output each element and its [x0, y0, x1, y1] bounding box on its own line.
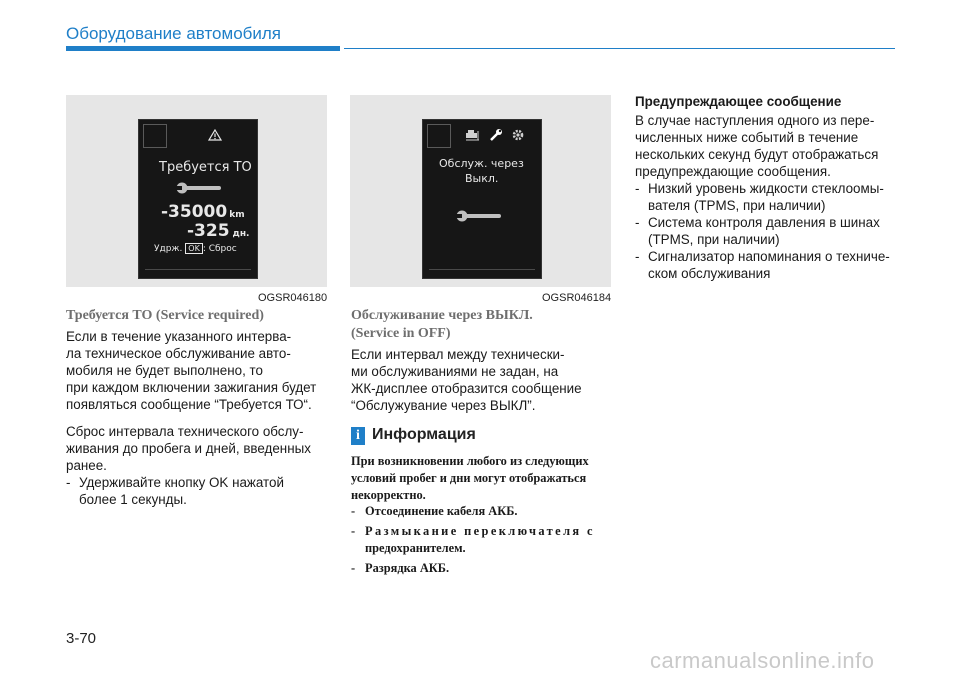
bullet-text [648, 248, 895, 282]
figure-service-required [66, 95, 327, 287]
gear-icon [511, 128, 525, 142]
header-rule-thin [344, 48, 895, 49]
bullet-line: предохранителем. [365, 541, 466, 555]
wrench-icon [489, 128, 503, 142]
bullet-text [648, 214, 895, 248]
list-item [66, 474, 327, 508]
paragraph-service-required [66, 328, 327, 413]
heading-warning-message: Предупреждающее сообщение [635, 94, 842, 109]
heading-line: (Service in OFF) [351, 326, 451, 341]
page-number: 3-70 [66, 630, 97, 647]
paragraph-line: ла техническое обслуживание авто- [66, 346, 291, 361]
list-item [351, 503, 612, 520]
cluster-baseline [429, 269, 535, 270]
bullet-line: Низкий уровень жидкости стеклоомы- [648, 181, 884, 196]
heading-service-in-off [351, 307, 533, 343]
paragraph-line: численных ниже событий в течение [635, 130, 859, 145]
cluster-indicator-box [427, 124, 451, 148]
paragraph-reset-interval [66, 423, 327, 474]
bullet-line: Удерживайте кнопку OK нажатой [79, 475, 284, 490]
bullet-dash: - [351, 561, 356, 575]
paragraph-line: нескольких секунд будут отображаться [635, 147, 879, 162]
paragraph-line: Если интервал между технически- [351, 347, 565, 362]
list-item [635, 248, 895, 282]
bullet-line: ском обслуживания [648, 266, 771, 281]
bullet-line: Разрядка АКБ. [365, 561, 450, 575]
hold-prefix: Удрж. [154, 244, 183, 254]
figure-code: OGSR046180 [258, 292, 328, 304]
info-line: При возникновении любого из следующих [351, 454, 589, 468]
watermark: carmanualsonline.info [650, 648, 875, 673]
warning-icon [208, 129, 222, 141]
distance-value: -35000 [161, 202, 228, 222]
bullet-line: вателя (TPMS, при наличии) [648, 198, 826, 213]
paragraph-line: при каждом включении зажигания будет [66, 380, 317, 395]
ok-key: OK [185, 243, 203, 254]
display-distance [161, 202, 245, 222]
bullet-line: Сигнализатор напоминания о техниче- [648, 249, 890, 264]
bullet-dash: - [351, 524, 356, 538]
paragraph-line: Если в течение указанного интерва- [66, 329, 292, 344]
days-unit: дн. [232, 229, 250, 239]
wrench-icon [175, 180, 223, 196]
bullet-dash: - [635, 181, 640, 196]
paragraph-line: “Обслужувание через ВЫКЛ”. [351, 398, 536, 413]
paragraph-line: появляться сообщение “Требуется ТО“. [66, 397, 312, 412]
info-line: условий пробег и дни могут отображаться [351, 471, 587, 485]
paragraph-line: ми обслуживаниями не задан, на [351, 364, 559, 379]
info-line: некорректно. [351, 488, 426, 502]
bullet-line: (TPMS, при наличии) [648, 232, 780, 247]
bullet-line: более 1 секунды. [79, 492, 187, 507]
list-item [635, 214, 895, 248]
cluster-indicator-box [143, 124, 167, 148]
list-item [351, 560, 612, 577]
cluster-display [422, 119, 542, 279]
display-message: Требуется ТО [159, 160, 252, 175]
paragraph-line: Сброс интервала технического обслу- [66, 424, 304, 439]
list-item [635, 180, 895, 214]
paragraph-service-in-off [351, 346, 612, 414]
cluster-baseline [145, 269, 251, 270]
display-days [187, 221, 249, 241]
bullet-dash: - [66, 475, 71, 490]
bullet-text [365, 523, 612, 557]
list-item [351, 523, 612, 557]
paragraph-line: В случае наступления одного из пере- [635, 113, 875, 128]
display-line-2: Выкл. [465, 172, 499, 185]
bullet-dash: - [635, 249, 640, 264]
heading-line: Обслуживание через ВЫКЛ. [351, 308, 533, 323]
info-intro [351, 453, 612, 504]
cluster-display [138, 119, 258, 279]
info-icon: i [351, 427, 365, 445]
display-reset-hint [154, 244, 237, 254]
paragraph-line: предупреждающие сообщения. [635, 164, 831, 179]
bullet-dash: - [351, 504, 356, 518]
section-title: Оборудование автомобиля [66, 24, 282, 43]
info-title: Информация [372, 426, 476, 443]
header-rule-thick [66, 46, 340, 51]
figure-code: OGSR046184 [542, 292, 612, 304]
bullet-line: Система контроля давления в шинах [648, 215, 880, 230]
paragraph-warning-message [635, 112, 895, 180]
figure-service-in-off [350, 95, 611, 287]
paragraph-line: мобиля не будет выполнено, то [66, 363, 263, 378]
wrench-icon [455, 208, 503, 224]
bullet-text [79, 474, 327, 508]
paragraph-line: ранее. [66, 458, 107, 473]
bullet-line: Размыкание переключателя с [365, 524, 595, 538]
bullet-line: Отсоединение кабеля АКБ. [365, 504, 518, 518]
paragraph-line: ЖК-дисплее отобразится сообщение [351, 381, 582, 396]
heading-service-required: Требуется ТО (Service required) [66, 308, 264, 323]
distance-unit: km [229, 210, 245, 220]
bullet-dash: - [635, 215, 640, 230]
car-lift-icon [465, 129, 481, 141]
bullet-text [648, 180, 895, 214]
display-line-1: Обслуж. через [439, 157, 524, 170]
days-value: -325 [187, 221, 230, 241]
reset-suffix: : Сброс [202, 244, 237, 254]
paragraph-line: живания до пробега и дней, введенных [66, 441, 311, 456]
